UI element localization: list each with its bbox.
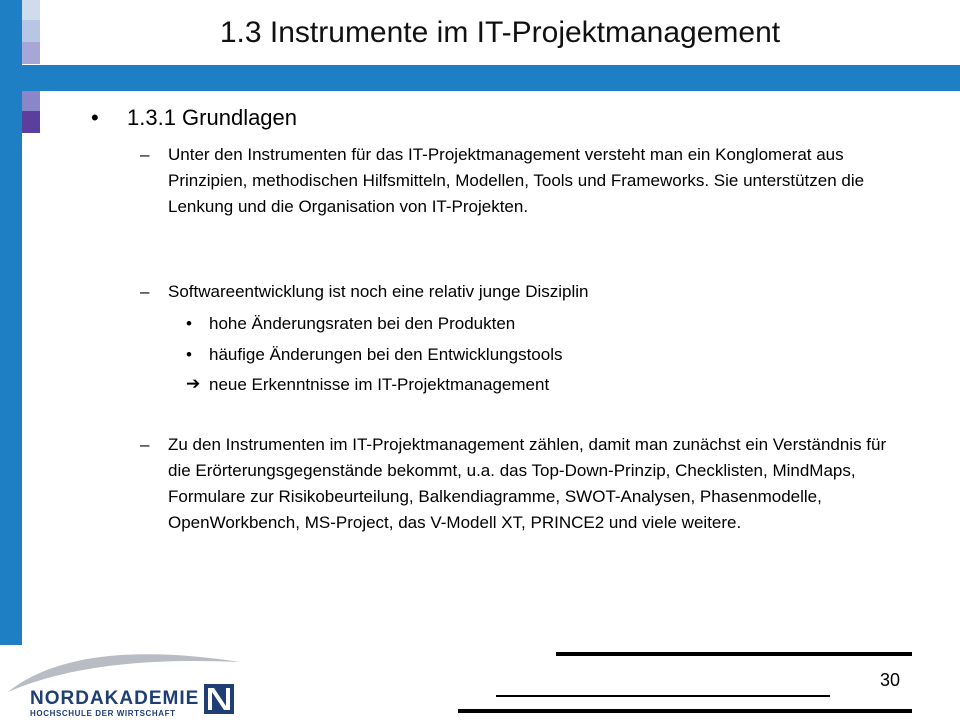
section-heading: 1.3.1 Grundlagen	[127, 105, 298, 130]
decor-square-2	[22, 20, 40, 42]
footer-line-mid	[496, 695, 830, 697]
logo-subtitle: HOCHSCHULE DER WIRTSCHAFT	[30, 709, 176, 718]
decor-square-4	[22, 91, 40, 111]
sub-bullet-1: •	[186, 314, 192, 333]
arrow-item: neue Erkenntnisse im IT-Projektmanagement	[209, 375, 550, 394]
paragraph-3: Zu den Instrumenten im IT-Projektmanagement zählen, damit man zunächst ein Verständnis für die Erörterungsgegenstände bekommt, u.a. das Top-Down-Prinzip, Checklisten, MindMaps, Formulare zur Risikobeurteilung, Balkendiagramme, SWOT-Analysen, Phasenmodelle, OpenWorkbench, MS-Project, das V-Modell XT, PRINCE2 und viele weitere.	[168, 435, 887, 532]
dash-3: –	[140, 435, 150, 454]
decor-square-1	[22, 0, 40, 20]
decor-square-3	[22, 42, 40, 64]
title-band	[0, 65, 960, 91]
logo-name: NORDAKADEMIE	[30, 688, 200, 709]
sub-item-2: häufige Änderungen bei den Entwicklungstools	[209, 345, 563, 364]
dash-1: –	[140, 145, 150, 164]
decor-square-5	[22, 111, 40, 133]
arrow-icon: ➔	[186, 374, 201, 393]
bullet: •	[91, 105, 99, 130]
sub-bullet-2: •	[186, 345, 192, 364]
footer-line-bottom	[458, 709, 912, 713]
paragraph-1: Unter den Instrumenten für das IT-Projektmanagement versteht man ein Konglomerat aus Prinzipien, methodischen Hilfsmitteln, Modellen, Tools und Frameworks. Sie unterstützen die Lenkung und die Organisation von IT-Projekten.	[168, 145, 865, 216]
logo-mark-icon	[204, 684, 234, 714]
slide-title: 1.3 Instrumente im IT-Projektmanagement	[219, 16, 781, 49]
footer-line-top	[556, 652, 912, 656]
paragraph-2: Softwareentwicklung ist noch eine relativ junge Disziplin	[168, 282, 589, 301]
nordakademie-logo	[0, 640, 260, 720]
sub-item-1: hohe Änderungsraten bei den Produkten	[209, 314, 516, 333]
left-accent-bar	[0, 0, 22, 645]
dash-2: –	[140, 282, 150, 301]
page-number: 30	[880, 670, 901, 690]
